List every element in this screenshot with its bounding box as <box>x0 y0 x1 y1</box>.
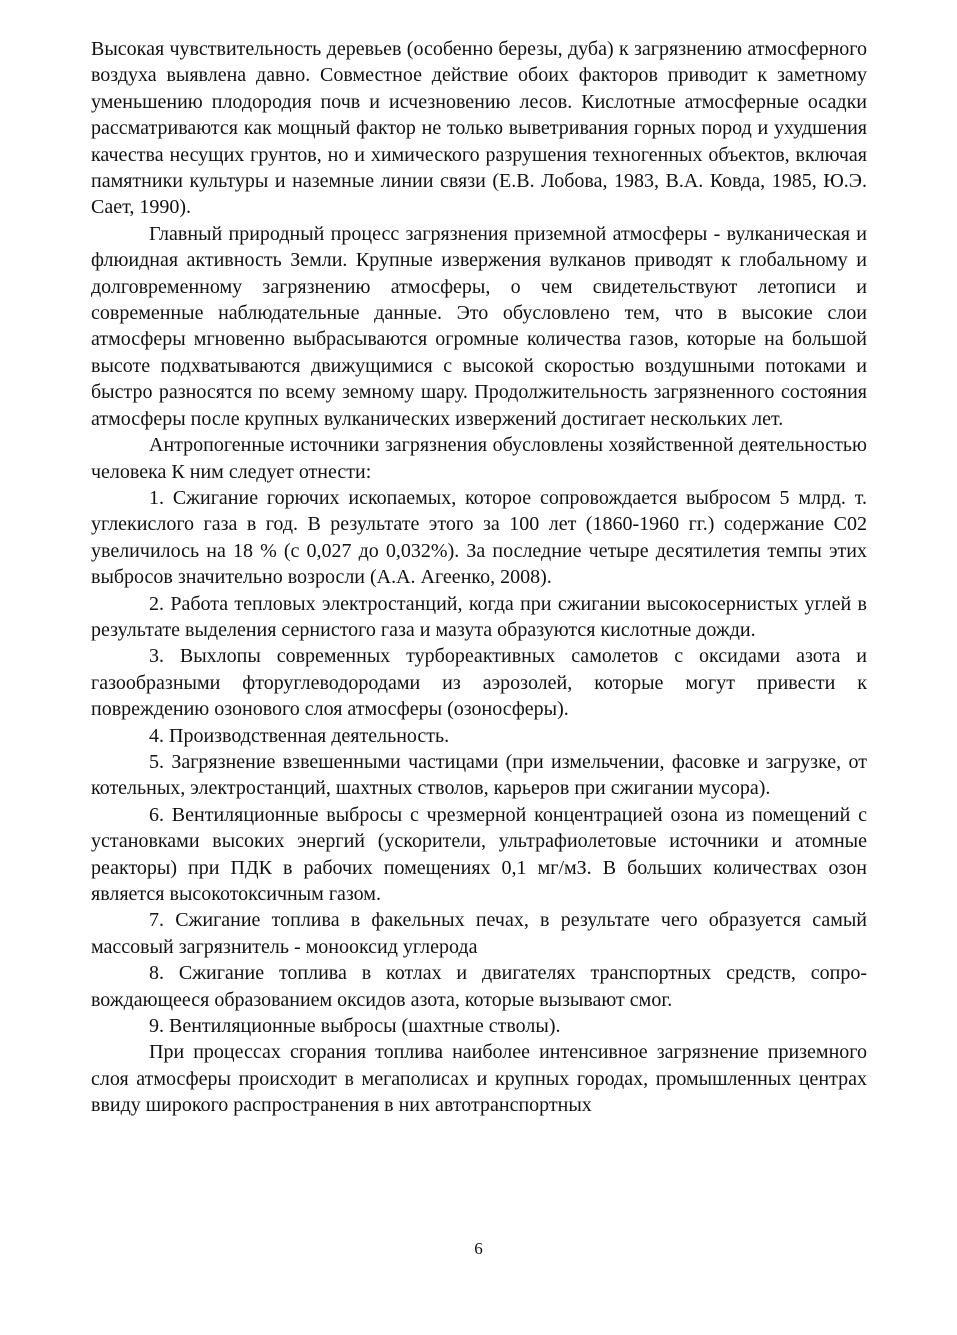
document-body <box>91 36 867 1119</box>
paragraph-anthropogenic-intro: Антропогенные источники загрязнения обусловлены хозяйственной деятельностью человека К ним следует отнести: <box>91 434 867 483</box>
paragraph-combustion-cities: При процессах сгорания топлива наиболее интенсивное загрязнение приземного слоя атмосферы происходит в мегаполисах и крупных городах, промышленных центрах ввиду широкого распространения в них автотранспортных <box>91 1041 867 1117</box>
list-item-fossil-fuels: 1. Сжигание горючих ископаемых, которое сопровождается выбросом 5 млрд. т. углекислого газа в год. В результате этого за 100 лет (1860-1960 гг.) содержание С02 увеличилось на 18 % (с 0,027 до 0,032%). За последние четыре десятилетия темпы этих выбросов значительно возросли (А.А. Агеенко, 2008). <box>91 486 867 589</box>
page-number: 6 <box>474 1239 483 1258</box>
list-item-industrial-activity: 4. Производственная деятельность. <box>149 724 450 747</box>
list-item-suspended-particles: 5. Загрязнение взвешенными частицами (при измельчении, фасовке и загрузке, от котельных, электростанций, шахтных стволов, карьеров при сжигании мусора). <box>91 750 867 800</box>
paragraph-tree-sensitivity: Высокая чувствительность деревьев (особенно березы, дуба) к загрязнению атмосферного воздуха выявлена давно. Совместное действие обоих факторов приводит к заметному уменьшению плодородия почв и исчезновению лесов. Кислотные атмосферные осадки рассматриваются как мощный фактор не только выветривания горных пород и ухудшения качества несущих грунтов, но и химического разрушения техногенных объектов, включая памятники культуры и наземные линии связи (Е.В. Лобова, 1983, В.А. Ковда, 1985, Ю.Э. Сает, 1990). <box>91 38 867 219</box>
list-item-mine-ventilation: 9. Вентиляционные выбросы (шахтные стволы). <box>149 1015 561 1038</box>
list-item-power-plants: 2. Работа тепловых электростанций, когда при сжигании высокосернистых углей в результате выделения сернистого газа и мазута образуются кислотные дожди. <box>91 592 867 641</box>
list-item-ozone-emissions: 6. Вентиляционные выбросы с чрезмерной концентрацией озона из помещений с установками высоких энергий (ускорители, ультрафиолетовые источники и атомные реакторы) при ПДК в рабочих помещениях 0,1 мг/мЗ. В больших количествах озон является высокотоксичным газом. <box>91 803 867 905</box>
list-item-aircraft-exhaust: 3. Выхлопы современных турбореактивных самолетов с оксидами азота и газообразными фторуглеводородами из аэрозолей, которые могут привести к повреждению озонового слоя атмосферы (озоносферы). <box>91 645 867 721</box>
list-item-flare-furnaces: 7. Сжигание топлива в факельных печах, в результате чего образуется самый массовый загрязнитель - монооксид углерода <box>91 909 867 958</box>
paragraph-natural-sources: Главный природный процесс загрязнения приземной атмосферы - вулканическая и флюидная активность Земли. Крупные извержения вулканов приводят к глобальному и долговременному загрязнению атмосферы, о чем свидетельствуют летописи и современные наблюдательные данные. Это обусловлено тем, что в высокие слои атмосферы мгновенно выбрасываются огромные количества газов, которые на большой высоте подхватываются движущимися с высокой скоростью воздушными потоками и быстро разносятся по всему земному шару. Продолжительность загрязненного состояния атмосферы после крупных вулканических извержений достигает нескольких лет. <box>91 222 867 430</box>
list-item-transport-boilers: 8. Сжигание топлива в котлах и двигателях транспортных средств, сопровождающееся образованием оксидов азота, которые вызывают смог. <box>91 962 867 1011</box>
